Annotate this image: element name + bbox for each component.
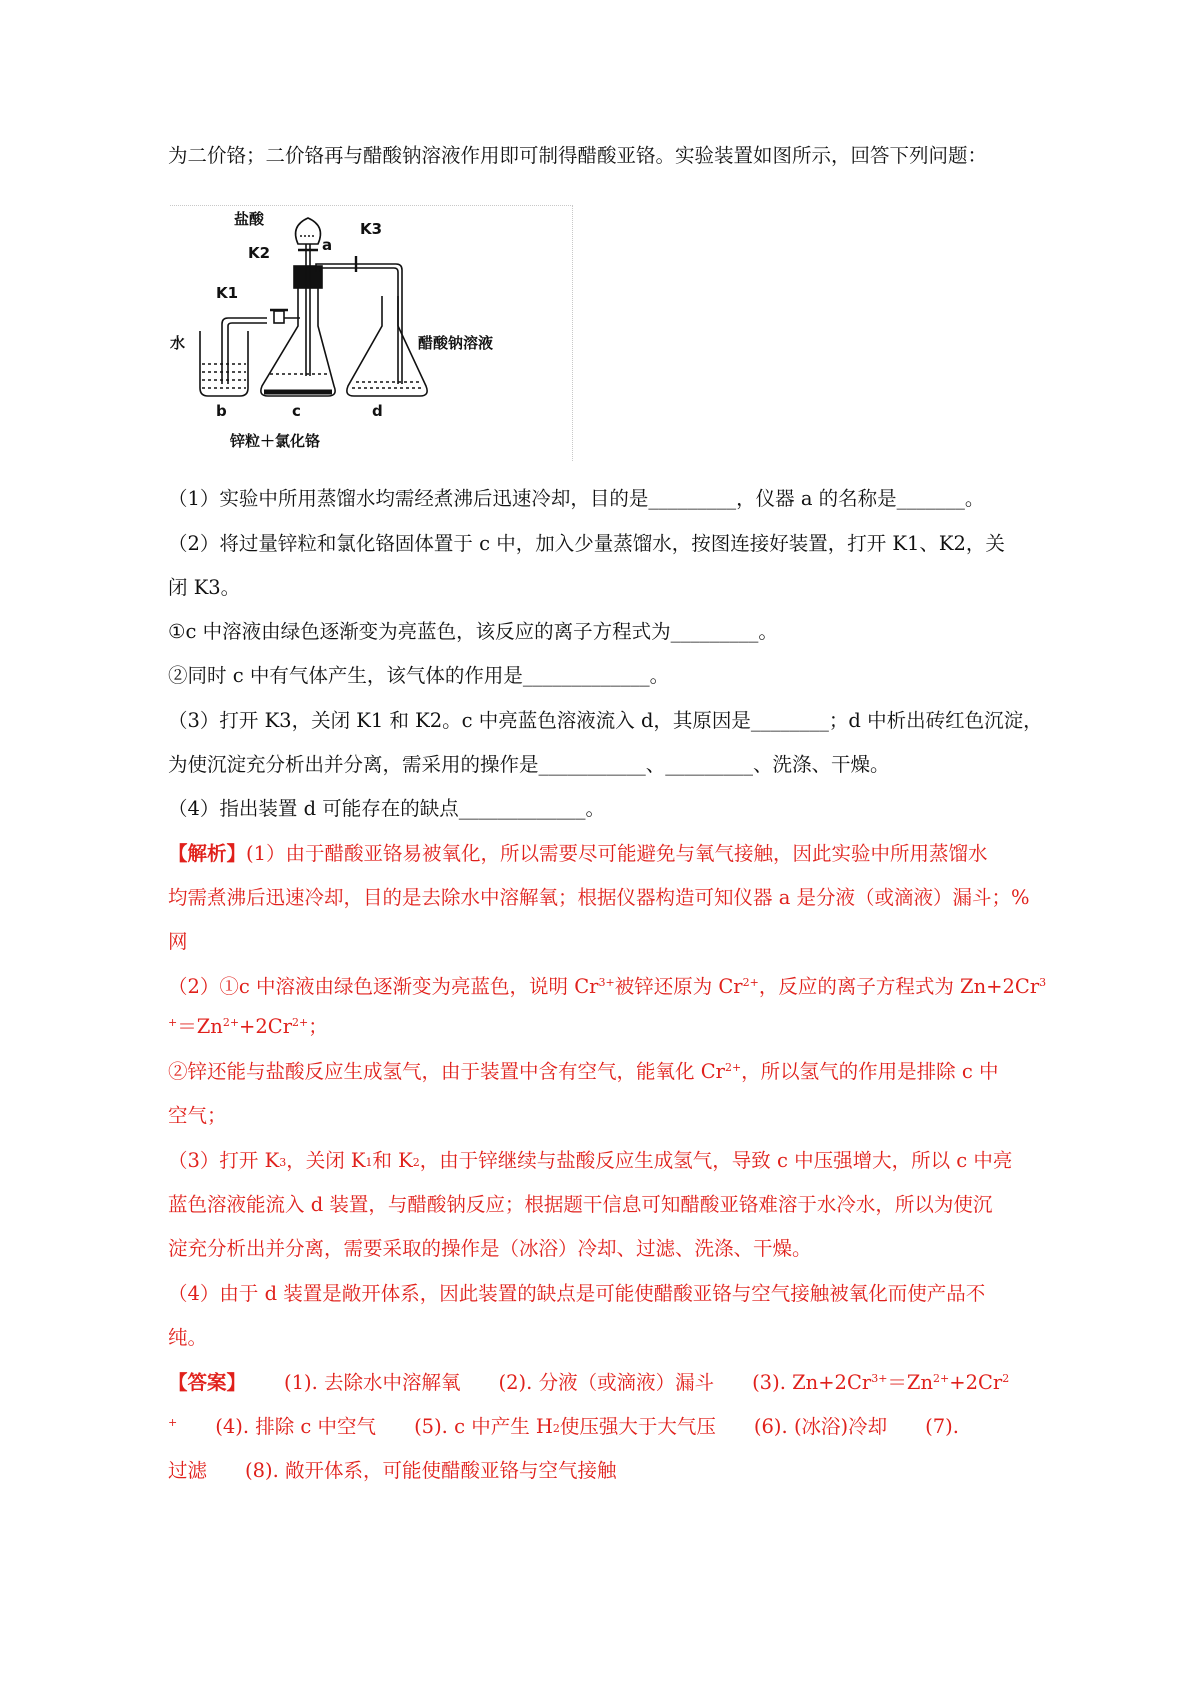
question-3-line1: （3）打开 K3，关闭 K1 和 K2。c 中亮蓝色溶液流入 d，其原因是________；d 中析出砖红色沉淀， <box>168 709 1043 732</box>
analysis-p2-pre: （2）①c 中溶液由绿色逐渐变为亮蓝色，说明 Cr <box>168 975 599 998</box>
sub-2: 2 <box>412 1156 420 1169</box>
label-k1: K1 <box>216 284 239 302</box>
answer-1: (1). 去除水中溶解氧 <box>284 1371 461 1394</box>
answer-8: (8). 敞开体系，可能使醋酸亚铬与空气接触 <box>245 1459 617 1482</box>
answer-sup-3plus: 3+ <box>871 1372 888 1385</box>
analysis-p2-line1 <box>168 973 1046 1001</box>
analysis-p2-line2 <box>168 1013 328 1041</box>
label-water: 水 <box>170 334 186 352</box>
analysis-p5-line2: 纯。 <box>168 1326 208 1349</box>
analysis-p3-post: ，所以氢气的作用是排除 c 中 <box>741 1060 999 1083</box>
answer-2: (2). 分液（或滴液）漏斗 <box>498 1371 715 1394</box>
answer-3-mid: +2Cr <box>949 1371 1003 1394</box>
analysis-p1-line1 <box>168 840 988 868</box>
analysis-p5-line1: （4）由于 d 装置是敞开体系，因此装置的缺点是可能使醋酸亚铬与空气接触被氧化而使产品不 <box>168 1282 986 1305</box>
answer-6: (6). (冰浴)冷却 <box>753 1415 888 1438</box>
answer-line2 <box>168 1413 959 1441</box>
flask-c <box>261 286 335 396</box>
answer-tag: 【答案】 <box>168 1371 247 1394</box>
analysis-p1-text: (1）由于醋酸亚铬易被氧化，所以需要尽可能避免与氧气接触，因此实验中所用蒸馏水 <box>246 842 988 865</box>
question-1: （1）实验中所用蒸馏水均需经煮沸后迅速冷却，目的是_________，仪器 a 的名称是_______。 <box>168 487 985 510</box>
analysis-p4-d: ，由于锌继续与盐酸反应生成氢气，导致 c 中压强增大，所以 c 中亮 <box>419 1149 1013 1172</box>
question-2b: ②同时 c 中有气体产生，该气体的作用是_____________。 <box>168 664 670 687</box>
analysis-p4-line3: 淀充分析出并分离，需要采取的操作是（冰浴）冷却、过滤、洗涤、干燥。 <box>168 1237 812 1260</box>
analysis-p4-b: ，关闭 K <box>286 1149 366 1172</box>
answer-3-end: 2 <box>1002 1372 1010 1385</box>
apparatus-figure <box>170 205 573 461</box>
analysis-p4-c: 和 K <box>372 1149 413 1172</box>
answer-5-post: 使压强大于大气压 <box>559 1415 716 1438</box>
sup-3: 3 <box>1039 976 1047 989</box>
analysis-p2-l2-end: ； <box>308 1015 328 1038</box>
analysis-tag: 【解析】 <box>168 842 247 865</box>
sub-3: 3 <box>279 1156 287 1169</box>
answer-7-line2: 过滤 <box>168 1459 208 1482</box>
answer-3-line2: + <box>168 1416 178 1429</box>
label-d: d <box>372 402 383 420</box>
analysis-p3-line2: 空气； <box>168 1104 227 1127</box>
question-3-line2: 为使沉淀充分析出并分离，需采用的操作是___________、_________、洗涤、干燥。 <box>168 753 890 776</box>
label-hcl: 盐酸 <box>234 210 265 228</box>
label-k2: K2 <box>248 244 271 262</box>
answer-line3 <box>168 1457 617 1485</box>
question-4: （4）指出装置 d 可能存在的缺点_____________。 <box>168 797 606 820</box>
label-k3: K3 <box>360 220 383 238</box>
analysis-p4-a: （3）打开 K <box>168 1149 280 1172</box>
apparatus-diagram <box>170 206 572 461</box>
sup-2plus: 2+ <box>742 976 759 989</box>
analysis-p3-line1 <box>168 1058 999 1086</box>
question-2-line1: （2）将过量锌粒和氯化铬固体置于 c 中，加入少量蒸馏水，按图连接好装置，打开 K1、K2，关 <box>168 532 1005 555</box>
sup-2plus-b: 2+ <box>222 1016 240 1029</box>
label-c: c <box>292 402 301 420</box>
answer-5-pre: (5). c 中产生 H <box>414 1415 553 1438</box>
analysis-p4-line1 <box>168 1147 1012 1175</box>
analysis-p2-mid1: 被锌还原为 Cr <box>614 975 743 998</box>
answer-7: (7). <box>925 1415 959 1438</box>
analysis-p1-line3: 网 <box>168 930 188 953</box>
analysis-p2-eq: ＝Zn <box>177 1015 223 1038</box>
answer-sup-2plus: 2+ <box>933 1372 950 1385</box>
answer-3-eq: ＝Zn <box>887 1371 934 1394</box>
stopper <box>294 266 322 288</box>
sup-plus: + <box>168 1016 178 1029</box>
question-2-line2: 闭 K3。 <box>168 576 241 599</box>
dropping-funnel-a <box>296 218 321 244</box>
sub-1: 1 <box>365 1156 373 1169</box>
answer-line1 <box>168 1369 1009 1397</box>
answer-5-sub: 2 <box>552 1422 560 1435</box>
analysis-p2-l2-mid: +2Cr <box>239 1015 293 1038</box>
answer-4: (4). 排除 c 中空气 <box>215 1415 377 1438</box>
label-b: b <box>216 402 227 420</box>
intro-text: 为二价铬；二价铬再与醋酸钠溶液作用即可制得醋酸亚铬。实验装置如图所示，回答下列问题： <box>168 144 988 167</box>
analysis-p1-line2: 均需煮沸后迅速冷却，目的是去除水中溶解氧；根据仪器构造可知仪器 a 是分液（或滴液）漏斗；% <box>168 886 1030 909</box>
sup-2plus-d: 2+ <box>724 1061 742 1074</box>
analysis-p2-mid2: ，反应的离子方程式为 Zn+2Cr <box>758 975 1040 998</box>
answer-3-pre: (3). Zn+2Cr <box>752 1371 872 1394</box>
flask-d <box>347 296 427 396</box>
analysis-p3-pre: ②锌还能与盐酸反应生成氢气，由于装置中含有空气，能氧化 Cr <box>168 1060 725 1083</box>
label-a: a <box>322 236 333 254</box>
label-naac: 醋酸钠溶液 <box>418 334 494 352</box>
sup-2plus-c: 2+ <box>292 1016 309 1029</box>
label-bottom: 锌粒＋氯化铬 <box>230 432 321 450</box>
question-2a: ①c 中溶液由绿色逐渐变为亮蓝色，该反应的离子方程式为_________。 <box>168 620 778 643</box>
sup-3plus: 3+ <box>598 976 615 989</box>
analysis-p4-line2: 蓝色溶液能流入 d 装置，与醋酸钠反应；根据题干信息可知醋酸亚铬难溶于水冷水，所以为使沉 <box>168 1193 993 1216</box>
